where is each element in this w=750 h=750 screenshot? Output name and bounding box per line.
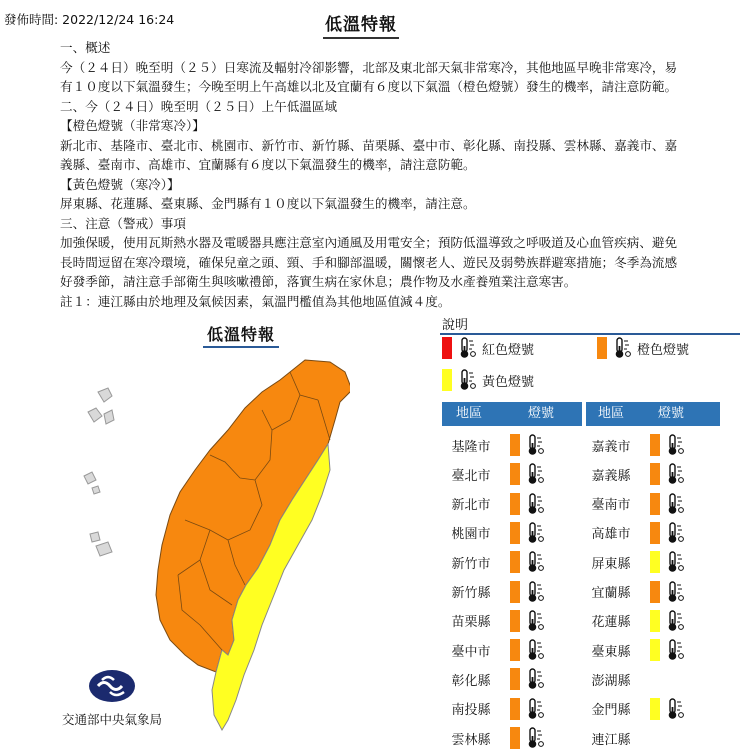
issue-time: 發佈時間: 2022/12/24 16:24 bbox=[4, 12, 175, 27]
region-name: 澎湖縣 bbox=[591, 673, 631, 689]
signal-swatch-orange bbox=[650, 522, 660, 544]
legend-divider bbox=[440, 333, 740, 335]
text-line: 長時間逗留在寒冷環境，確保兒童之頭、頸、手和腳部溫暖，關懷老人、遊民及弱勢族群避寒措施；冬季為流感 bbox=[60, 254, 678, 270]
thermometer-low-icon bbox=[526, 668, 546, 690]
region-name: 連江縣 bbox=[591, 732, 631, 748]
thermometer-low-icon bbox=[613, 337, 633, 359]
text-line: 屏東縣、花蓮縣、臺東縣、金門縣有１０度以下氣溫發生的機率，請注意。 bbox=[60, 196, 476, 211]
region-name: 嘉義縣 bbox=[591, 468, 631, 484]
region-name: 新北市 bbox=[451, 498, 491, 514]
header-region: 地區 bbox=[598, 406, 625, 421]
signal-swatch-orange bbox=[650, 581, 660, 603]
thermometer-low-icon bbox=[666, 551, 686, 573]
text-line: 義縣、臺南市、高雄市、宜蘭縣有６度以下氣溫發生的機率，請注意防範。 bbox=[60, 157, 476, 172]
region-name: 桃園市 bbox=[451, 527, 491, 543]
signal-swatch-orange bbox=[510, 581, 520, 603]
signal-cell bbox=[650, 692, 686, 726]
table-row bbox=[434, 721, 546, 750]
thermometer-low-icon bbox=[526, 610, 546, 632]
signal-swatch-yellow bbox=[650, 610, 660, 632]
signal-swatch-yellow bbox=[650, 698, 660, 720]
page-title: 低溫特報 bbox=[325, 10, 397, 35]
thermometer-low-icon bbox=[526, 698, 546, 720]
legend-label-red: 紅色燈號 bbox=[482, 342, 535, 358]
text-line: 新北市、基隆市、臺北市、桃園市、新竹市、新竹縣、苗栗縣、臺中市、彰化縣、南投縣、雲林縣、嘉義市、嘉 bbox=[60, 137, 678, 153]
legend-swatch-orange bbox=[597, 337, 607, 359]
signal-swatch-orange bbox=[650, 463, 660, 485]
text-line: 好發季節，請注意手部衛生與咳嗽禮節，落實生病在家休息；農作物及水產養殖業注意寒害。 bbox=[60, 274, 577, 289]
thermometer-low-icon bbox=[526, 727, 546, 749]
thermometer-low-icon bbox=[458, 337, 478, 359]
header-signal: 燈號 bbox=[528, 406, 555, 421]
legend-label-orange: 橙色燈號 bbox=[637, 342, 690, 358]
legend-title: 說明 bbox=[442, 318, 469, 333]
penghu-islands bbox=[88, 388, 114, 424]
region-name: 臺東縣 bbox=[591, 644, 631, 660]
region-name: 新竹縣 bbox=[451, 586, 491, 601]
region-name: 高雄市 bbox=[591, 527, 631, 543]
signal-swatch-orange bbox=[510, 610, 520, 632]
thermometer-low-icon bbox=[666, 463, 686, 485]
region-name: 南投縣 bbox=[451, 703, 491, 719]
signal-swatch-orange bbox=[650, 434, 660, 456]
thermometer-low-icon bbox=[666, 522, 686, 544]
thermometer-low-icon bbox=[666, 698, 686, 720]
region-name: 花蓮縣 bbox=[591, 615, 631, 631]
text-line: 【黃色燈號（寒冷）】 bbox=[60, 176, 180, 192]
region-name: 宜蘭縣 bbox=[591, 586, 631, 601]
signal-swatch-orange bbox=[510, 434, 520, 456]
signal-swatch-orange bbox=[650, 493, 660, 515]
signal-swatch-orange bbox=[510, 463, 520, 485]
text-line: 二、今（２４日）晚至明（２５日）上午低溫區域 bbox=[60, 98, 338, 114]
header-region: 地區 bbox=[456, 406, 483, 421]
region-name: 臺南市 bbox=[591, 498, 631, 514]
region-name: 臺中市 bbox=[451, 644, 491, 660]
map-title: 低溫特報 bbox=[207, 322, 275, 345]
signal-swatch-orange bbox=[510, 698, 520, 720]
region-name: 臺北市 bbox=[451, 468, 491, 484]
signal-cell bbox=[510, 721, 546, 750]
region-name: 彰化縣 bbox=[451, 673, 491, 689]
header-signal: 燈號 bbox=[658, 406, 685, 421]
signal-swatch-orange bbox=[510, 493, 520, 515]
text-line: 今（２４日）晚至明（２５）日寒流及輻射冷卻影響，北部及東北部天氣非常寒冷，其他地區早晚非常寒冷，易 bbox=[60, 59, 678, 75]
thermometer-low-icon bbox=[666, 581, 686, 603]
text-line: 有１０度以下氣溫發生；今晚至明上午高雄以北及宜蘭有６度以下氣溫（橙色燈號）發生的機率，請注意防範。 bbox=[60, 79, 678, 94]
region-name: 金門縣 bbox=[591, 703, 631, 719]
signal-cell bbox=[650, 633, 686, 667]
region-name: 雲林縣 bbox=[451, 732, 491, 748]
thermometer-low-icon bbox=[666, 639, 686, 661]
thermometer-low-icon bbox=[526, 639, 546, 661]
agency-name: 交通部中央氣象局 bbox=[62, 712, 163, 727]
thermometer-low-icon bbox=[666, 434, 686, 456]
thermometer-low-icon bbox=[526, 434, 546, 456]
thermometer-low-icon bbox=[526, 463, 546, 485]
legend-item-orange bbox=[597, 337, 689, 359]
thermometer-low-icon bbox=[458, 369, 478, 391]
thermometer-low-icon bbox=[526, 551, 546, 573]
legend-label-yellow: 黃色燈號 bbox=[482, 374, 535, 390]
text-line: 三、注意（警戒）事項 bbox=[60, 215, 186, 231]
kinmen-islands bbox=[84, 472, 100, 494]
thermometer-low-icon bbox=[666, 493, 686, 515]
signal-swatch-orange bbox=[510, 639, 520, 661]
thermometer-low-icon bbox=[526, 493, 546, 515]
legend-swatch-yellow bbox=[442, 369, 452, 391]
signal-swatch-orange bbox=[510, 727, 520, 749]
table-row bbox=[574, 721, 650, 750]
table-header-right bbox=[586, 402, 720, 426]
signal-swatch-orange bbox=[510, 551, 520, 573]
table-header-left bbox=[442, 402, 582, 426]
announcement-text bbox=[60, 38, 750, 311]
region-name: 屏東縣 bbox=[591, 556, 631, 572]
thermometer-low-icon bbox=[526, 581, 546, 603]
text-line: 【橙色燈號（非常寒冷）】 bbox=[60, 118, 205, 133]
signal-swatch-orange bbox=[510, 668, 520, 690]
matsu-islands bbox=[90, 532, 112, 556]
text-line: 一、概述 bbox=[60, 40, 111, 55]
region-name: 基隆市 bbox=[451, 439, 491, 455]
region-name: 新竹市 bbox=[451, 556, 491, 572]
legend-swatch-red bbox=[442, 337, 452, 359]
thermometer-low-icon bbox=[666, 610, 686, 632]
thermometer-low-icon bbox=[526, 522, 546, 544]
signal-swatch-orange bbox=[510, 522, 520, 544]
region-name: 苗栗縣 bbox=[451, 615, 491, 631]
legend-item-yellow bbox=[442, 369, 534, 391]
legend-item-red bbox=[442, 337, 534, 359]
signal-swatch-yellow bbox=[650, 639, 660, 661]
text-line: 註１：連江縣由於地理及氣候因素，氣溫門檻值為其他地區值減４度。 bbox=[60, 293, 451, 309]
text-line: 加強保暖，使用瓦斯熱水器及電暖器具應注意室內通風及用電安全；預防低溫導致之呼吸道及心血管疾病、避免 bbox=[60, 235, 678, 250]
signal-swatch-yellow bbox=[650, 551, 660, 573]
cwb-logo bbox=[88, 668, 136, 704]
region-name: 嘉義市 bbox=[591, 439, 631, 455]
